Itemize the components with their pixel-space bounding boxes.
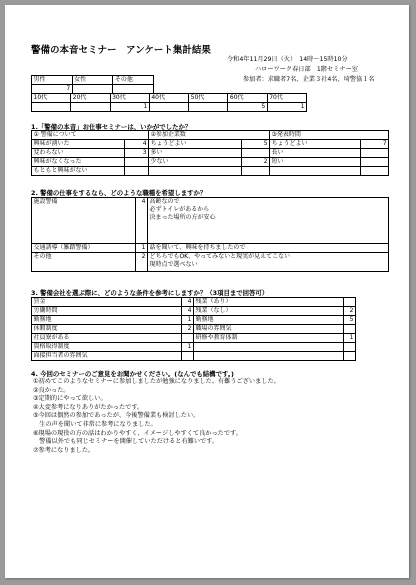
q1-option: ちょうどよい bbox=[149, 140, 242, 149]
age-value bbox=[149, 103, 188, 112]
q2-row bbox=[32, 253, 389, 272]
q4-title: 4. 今回のセミナーのご意見をお聞かせください。(なんでも結構です。) bbox=[31, 370, 234, 378]
q3-count: 2 bbox=[344, 307, 356, 316]
q2-count: 4 bbox=[136, 198, 148, 244]
q3-option bbox=[194, 343, 344, 352]
q3-option: 残業（なし） bbox=[194, 307, 344, 316]
q1-count: 2 bbox=[242, 158, 270, 167]
q2-job-type: 施設警備 bbox=[32, 198, 136, 244]
q3-row bbox=[32, 316, 356, 325]
q2-count: 2 bbox=[136, 253, 148, 272]
age-header-row bbox=[32, 94, 307, 103]
q1-row bbox=[32, 149, 389, 158]
gender-header: その他 bbox=[113, 76, 154, 85]
q1-count bbox=[361, 158, 389, 167]
seminar-venue: ハローワーク春日部 1階セミナー室 bbox=[255, 66, 358, 73]
q3-count bbox=[344, 343, 356, 352]
q1-count bbox=[125, 158, 149, 167]
age-header: 60代 bbox=[228, 94, 267, 103]
q1-option: 短い bbox=[270, 158, 361, 167]
q3-count bbox=[182, 334, 194, 343]
q1-count: 5 bbox=[242, 140, 270, 149]
q2-row bbox=[32, 244, 389, 253]
age-header: 10代 bbox=[32, 94, 71, 103]
q3-row bbox=[32, 307, 356, 316]
q3-count: 1 bbox=[344, 334, 356, 343]
q4-comment: ③定期的にやって欲しい。 bbox=[33, 395, 107, 403]
q3-count bbox=[344, 298, 356, 307]
q2-job-type: その他 bbox=[32, 253, 136, 272]
age-value bbox=[189, 103, 228, 112]
q3-count bbox=[344, 352, 356, 361]
q3-row bbox=[32, 334, 356, 343]
q3-row bbox=[32, 325, 356, 334]
q1-title: 1.「警備の本音」お仕事セミナーは、いかがでしたか？ bbox=[31, 123, 192, 131]
age-value: 1 bbox=[110, 103, 149, 112]
q3-option: 残業（あり） bbox=[194, 298, 344, 307]
q3-table bbox=[31, 297, 356, 361]
q3-count: 2 bbox=[182, 325, 194, 334]
q3-row bbox=[32, 343, 356, 352]
q1-count bbox=[361, 149, 389, 158]
age-value: 5 bbox=[228, 103, 267, 112]
age-value-row bbox=[32, 103, 307, 112]
q4-comment: ⑦参考になりました。 bbox=[33, 446, 95, 454]
q3-count: 1 bbox=[182, 316, 194, 325]
q1-row bbox=[32, 167, 389, 176]
q1-option: もともと興味がない bbox=[32, 167, 125, 176]
age-header: 30代 bbox=[110, 94, 149, 103]
q3-option: 賃金 bbox=[32, 298, 182, 307]
age-header: 40代 bbox=[149, 94, 188, 103]
q1-option: 少ない bbox=[149, 158, 242, 167]
q3-count: 5 bbox=[344, 316, 356, 325]
q1-row bbox=[32, 158, 389, 167]
q3-row bbox=[32, 298, 356, 307]
age-table bbox=[31, 93, 307, 112]
q2-comment: 現時点で選べない bbox=[149, 261, 198, 268]
q2-comment: 必ずトイレがあるから bbox=[149, 206, 210, 213]
q3-option: 労働時間 bbox=[32, 307, 182, 316]
q1-count: 4 bbox=[125, 140, 149, 149]
q1-header-row bbox=[32, 131, 389, 140]
q2-comment: 話を聞いて、興味を持ちましたので bbox=[148, 244, 389, 253]
seminar-date: 令和4年11月29日（火） 14時～15時10分 bbox=[227, 56, 348, 63]
q2-count: 1 bbox=[136, 244, 148, 253]
q3-option: 勤務地 bbox=[194, 316, 344, 325]
q2-comments bbox=[148, 198, 389, 244]
q2-title: 2. 警備の仕事をするなら、どのような職種を希望しますか？ bbox=[31, 189, 207, 197]
gender-value: 7 bbox=[32, 85, 73, 94]
q3-row bbox=[32, 352, 356, 361]
q3-option: 職場の雰囲気 bbox=[194, 325, 344, 334]
q3-option: 資格取得制度 bbox=[32, 343, 182, 352]
q3-count: 4 bbox=[182, 298, 194, 307]
q1-option bbox=[270, 167, 361, 176]
q1-column-header: ②参加企業数 bbox=[149, 131, 270, 140]
q4-comment: 生の声を聞いて非常に参考になりました。 bbox=[33, 420, 157, 428]
q1-option: 長い bbox=[270, 149, 361, 158]
q2-row bbox=[32, 198, 389, 244]
q3-option: 休暇制度 bbox=[32, 325, 182, 334]
document-title: 警備の本音セミナー アンケート集計結果 bbox=[31, 45, 211, 56]
q1-column-header: ③発表時間 bbox=[270, 131, 389, 140]
document-page bbox=[5, 5, 409, 578]
gender-header: 女性 bbox=[72, 76, 113, 85]
age-value bbox=[32, 103, 71, 112]
gender-header: 男性 bbox=[32, 76, 73, 85]
q3-count bbox=[344, 325, 356, 334]
age-header: 20代 bbox=[71, 94, 110, 103]
q2-comment: 決まった場所の方が安心 bbox=[149, 214, 216, 221]
q1-count bbox=[242, 167, 270, 176]
age-value bbox=[71, 103, 110, 112]
q1-row bbox=[32, 140, 389, 149]
q4-comment: ①初めてこのようなセミナーに参加しましたが勉強になりました。有難うございました。 bbox=[33, 378, 280, 385]
q1-count bbox=[125, 167, 149, 176]
q4-comment: ⑤今回は偶然の参加であったが、今後警備業も検討したい。 bbox=[33, 412, 200, 420]
q3-title: 3. 警備会社を選ぶ際に、どのような条件を参考にしますか？（3項目まで回答可） bbox=[31, 289, 269, 297]
q1-count bbox=[242, 149, 270, 158]
q3-option: 研修や教育体制 bbox=[194, 334, 344, 343]
q4-comment: ④大変参考になりありがたかったです。 bbox=[33, 403, 144, 411]
q3-count bbox=[182, 352, 194, 361]
q4-comment: ②良かった。 bbox=[33, 386, 70, 394]
q1-column-header: ① 警備について bbox=[32, 131, 149, 140]
q2-job-type: 交通誘導（雑踏警備） bbox=[32, 244, 136, 253]
q3-option: 社員寮がある bbox=[32, 334, 182, 343]
gender-header-row bbox=[32, 76, 154, 85]
q2-comments bbox=[148, 253, 389, 272]
q1-option bbox=[149, 167, 242, 176]
q1-option: 変わらない bbox=[32, 149, 125, 158]
q1-count bbox=[361, 167, 389, 176]
seminar-attendees: 参加者：求職者7名、企業３社4名、埼警協１名 bbox=[243, 76, 375, 83]
q3-count: 4 bbox=[182, 307, 194, 316]
q4-comments bbox=[33, 378, 280, 455]
q1-option: 興味がなくなった bbox=[32, 158, 125, 167]
q2-comment: 高齢なので bbox=[149, 198, 180, 205]
gender-table bbox=[31, 75, 154, 94]
age-value: 1 bbox=[267, 103, 306, 112]
q4-comment: ⑥現場の現役の方の話はわかりやすく、イメージしやすくて良かったです。 bbox=[33, 429, 242, 437]
q3-option bbox=[194, 352, 344, 361]
q1-count: 7 bbox=[361, 140, 389, 149]
age-header: 50代 bbox=[189, 94, 228, 103]
q3-option: 勤務地 bbox=[32, 316, 182, 325]
q3-count: 1 bbox=[182, 343, 194, 352]
q1-option: 興味が湧いた bbox=[32, 140, 125, 149]
q1-option: ちょうどよい bbox=[270, 140, 361, 149]
q1-table bbox=[31, 130, 389, 176]
q1-option: 多い bbox=[149, 149, 242, 158]
q2-comment: どちらでもOK、やってみないと現実が見えてこない bbox=[149, 253, 291, 260]
q4-comment: 警備以外でも同じセミナーを開催していただけると有難いです。 bbox=[33, 438, 219, 446]
q2-table bbox=[31, 197, 389, 272]
q1-count: 3 bbox=[125, 149, 149, 158]
q3-option: 面接担当者の雰囲気 bbox=[32, 352, 182, 361]
age-header: 70代 bbox=[267, 94, 306, 103]
